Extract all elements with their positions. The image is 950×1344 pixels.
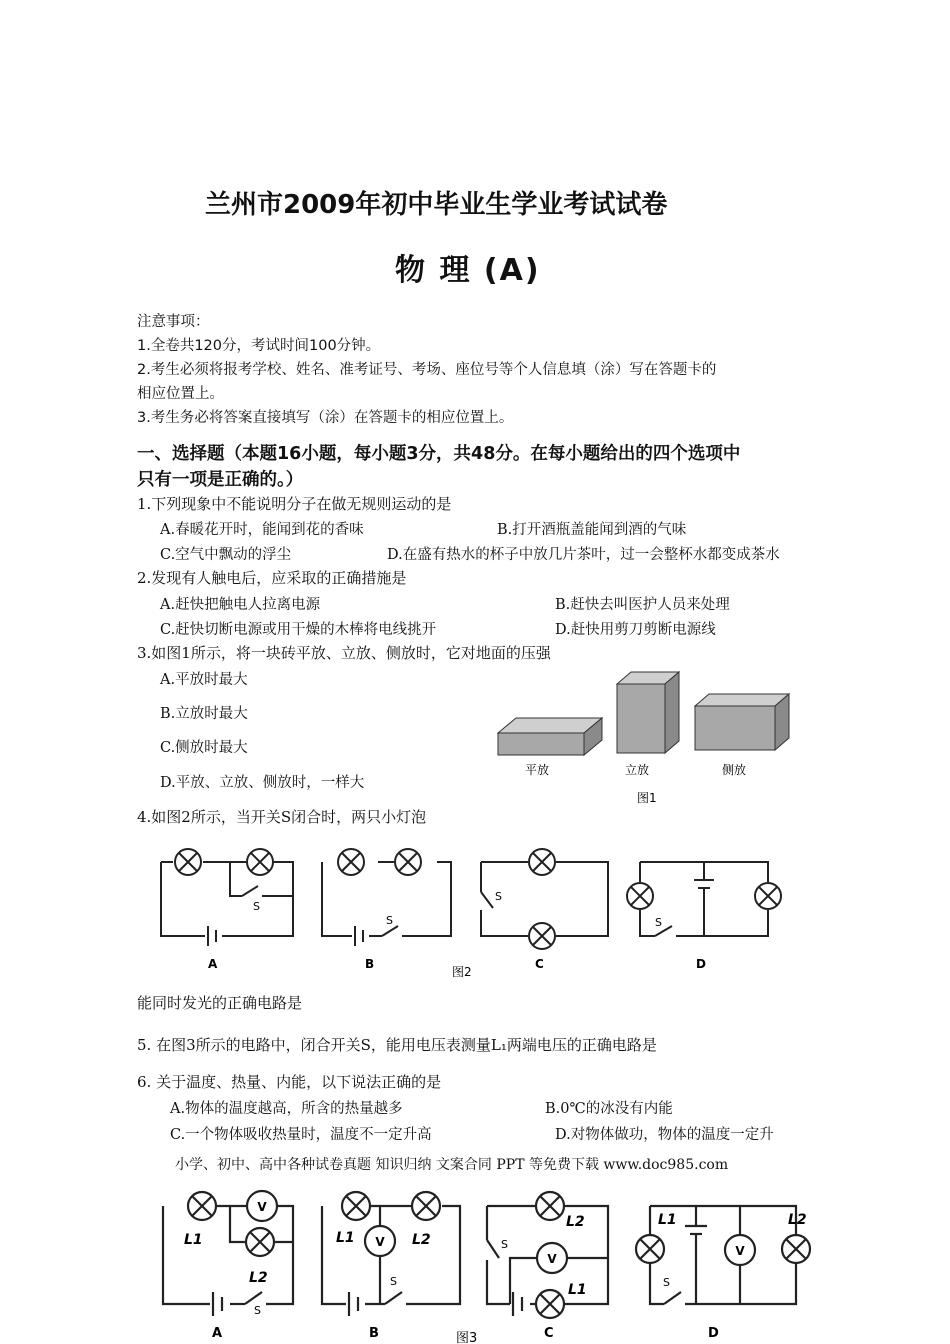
exam-subtitle: 物 理 (A) (395, 253, 541, 288)
fig3-label-b: B (369, 1326, 379, 1341)
q2-stem: 2.发现有人触电后，应采取的正确措施是 (137, 569, 407, 587)
fig2-label-b: B (365, 957, 375, 971)
fig3b-switch: S (390, 1275, 397, 1288)
q2-option-d: D.赶快用剪刀剪断电源线 (555, 622, 716, 638)
q1-option-c: C.空气中飘动的浮尘 (160, 547, 292, 563)
circuit-3a (163, 1206, 293, 1316)
circuit-2b (322, 862, 451, 946)
circuit-3b (322, 1206, 460, 1316)
section-heading: 一、选择题（本题16小题，每小题3分，共48分。在每小题给出的四个选项中 (137, 444, 741, 464)
fig3c-L2: L2 (566, 1214, 585, 1230)
q2-option-c: C.赶快切断电源或用干燥的木棒将电线挑开 (160, 622, 437, 638)
fig3d-switch: S (663, 1276, 670, 1289)
q3-option-b: B.立放时最大 (160, 706, 248, 722)
fig3-label-a: A (212, 1326, 223, 1341)
fig2-switch-b: S (386, 914, 393, 927)
fig1-label-flat: 平放 (525, 763, 550, 777)
q3-stem: 3.如图1所示，将一块砖平放、立放、侧放时，它对地面的压强 (137, 644, 551, 662)
fig3a-voltmeter-label: V (257, 1200, 267, 1214)
fig3a-L1: L1 (184, 1232, 203, 1248)
brick-upright (617, 672, 679, 753)
fig1-caption: 图1 (637, 791, 657, 805)
fig2-switch-c: S (495, 890, 502, 903)
notice-item: 2.考生必须将报考学校、姓名、准考证号、考场、座位号等个人信息填（涂）写在答题卡的 (137, 362, 717, 378)
fig3b-L2: L2 (412, 1232, 431, 1248)
circuit-2a (161, 862, 293, 946)
fig1-label-side: 侧放 (722, 763, 747, 777)
fig3-label-d: D (708, 1326, 719, 1341)
q1-stem: 1.下列现象中不能说明分子在做无规则运动的是 (137, 495, 452, 513)
q3-option-a: A.平放时最大 (160, 672, 248, 688)
q3-option-c: C.侧放时最大 (160, 740, 248, 756)
q6-option-d: D.对物体做功，物体的温度一定升 (555, 1127, 774, 1143)
q5-stem: 5. 在图3所示的电路中，闭合开关S，能用电压表测量L₁两端电压的正确电路是 (137, 1036, 657, 1054)
q3-option-d: D.平放、立放、侧放时，一样大 (160, 775, 365, 791)
fig3d-L2: L2 (788, 1212, 807, 1228)
fig3c-L1: L1 (568, 1282, 587, 1298)
fig3-caption: 图3 (456, 1331, 478, 1344)
notice-item: 相应位置上。 (137, 386, 224, 402)
notice-heading: 注意事项： (137, 314, 210, 330)
section-heading-cont: 只有一项是正确的。） (137, 470, 304, 490)
q4-tail: 能同时发光的正确电路是 (137, 994, 303, 1012)
fig2-caption: 图2 (452, 965, 472, 979)
fig2-label-a: A (208, 957, 218, 971)
notice-item: 3.考生务必将答案直接填写（涂）在答题卡的相应位置上。 (137, 410, 514, 426)
fig3c-switch: S (501, 1238, 508, 1251)
figure-3-circuits (150, 1182, 815, 1344)
fig1-label-upright: 立放 (625, 763, 650, 777)
brick-side (695, 694, 789, 750)
exam-title: 兰州市2009年初中毕业生学业考试试卷 (205, 190, 668, 220)
figure-1-bricks (490, 668, 810, 808)
fig3a-switch: S (254, 1304, 261, 1317)
notice-item: 1.全卷共120分，考试时间100分钟。 (137, 338, 381, 354)
q1-option-a: A.春暖花开时，能闻到花的香味 (160, 522, 364, 538)
q6-option-c: C.一个物体吸收热量时，温度不一定升高 (170, 1127, 432, 1143)
fig2-switch-a: S (253, 900, 260, 913)
fig2-label-d: D (696, 957, 706, 971)
fig3d-voltmeter-label: V (735, 1244, 745, 1258)
q6-option-a: A.物体的温度越高，所含的热量越多 (170, 1101, 403, 1117)
figure-2-circuits (150, 840, 810, 980)
q2-option-a: A.赶快把触电人拉离电源 (160, 597, 321, 613)
q2-option-b: B.赶快去叫医护人员来处理 (555, 597, 730, 613)
fig3b-L1: L1 (336, 1230, 355, 1246)
fig2-switch-d: S (655, 916, 662, 929)
fig3a-L2: L2 (249, 1270, 268, 1286)
fig3b-voltmeter-label: V (375, 1235, 385, 1249)
fig3d-L1: L1 (658, 1212, 677, 1228)
q1-option-d: D.在盛有热水的杯子中放几片茶叶，过一会整杯水都变成茶水 (387, 547, 780, 563)
fig2-label-c: C (535, 957, 544, 971)
q1-option-b: B.打开酒瓶盖能闻到酒的气味 (497, 522, 687, 538)
q6-stem: 6. 关于温度、热量、内能，以下说法正确的是 (137, 1073, 442, 1091)
q4-stem: 4.如图2所示，当开关S闭合时，两只小灯泡 (137, 808, 427, 826)
brick-flat (498, 718, 602, 755)
footer-ad: 小学、初中、高中各种试卷真题 知识归纳 文案合同 PPT 等免费下载 www.doc985.com (175, 1157, 729, 1173)
fig3-label-c: C (544, 1326, 554, 1341)
q6-option-b: B.0℃的冰没有内能 (545, 1101, 673, 1117)
fig3c-voltmeter-label: V (547, 1252, 557, 1266)
